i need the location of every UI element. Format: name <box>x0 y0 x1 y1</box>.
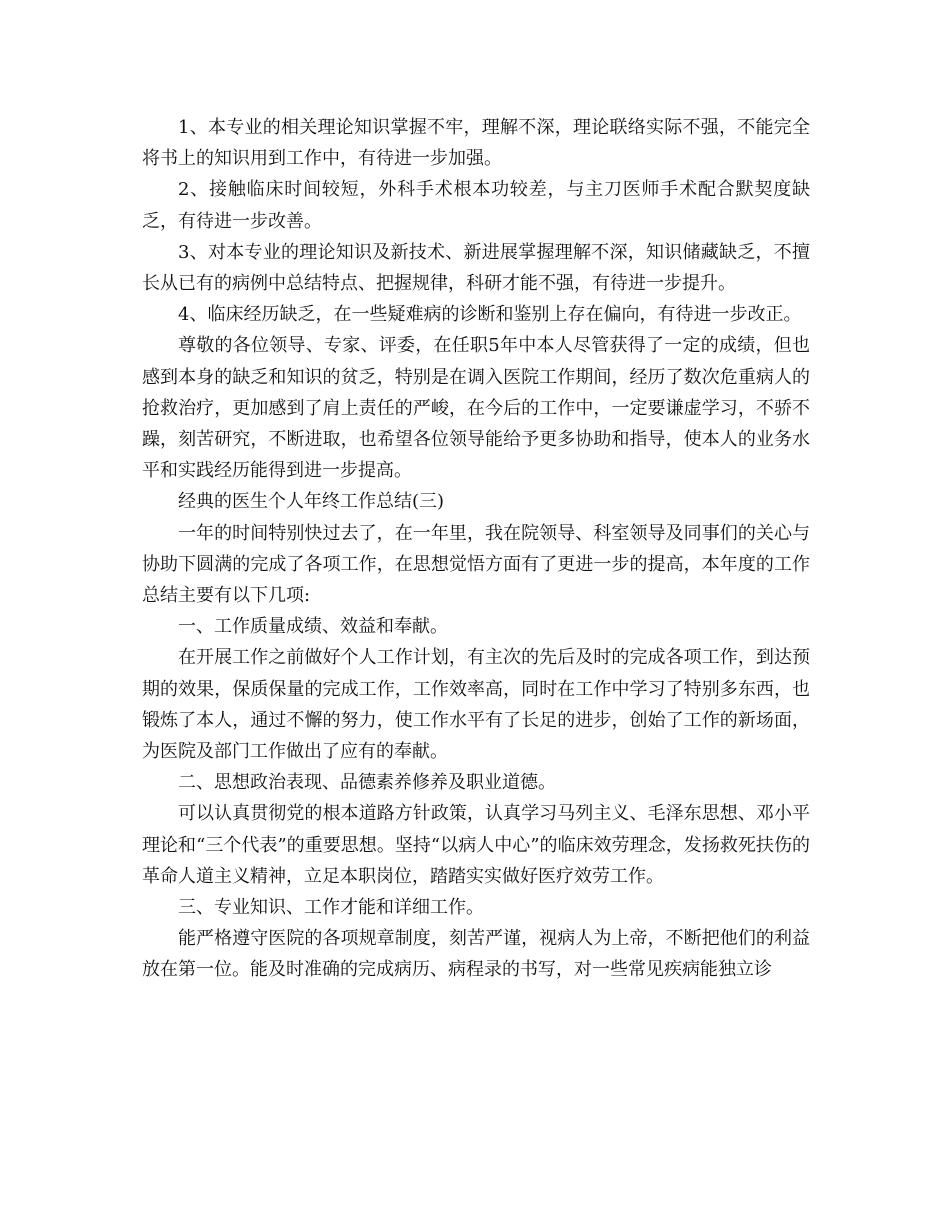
paragraph-professional-knowledge: 能严格遵守医院的各项规章制度，刻苦严谨，视病人为上帝，不断把他们的利益放在第一位。能及时准确的完成病历、病程录的书写，对一些常见疾病能独立诊 <box>142 928 810 981</box>
section-title: 经典的医生个人年终工作总结(三) <box>178 491 445 513</box>
paragraph-intro: 一年的时间特别快过去了，在一年里，我在院领导、科室领导及同事们的关心与协助下圆满的完成了各项工作，在思想觉悟方面有了更进一步的提高，本年度的工作总结主要有以下几项: <box>142 522 810 607</box>
heading-work-quality: 一、工作质量成绩、效益和奉献。 <box>178 616 448 638</box>
paragraph-closing: 尊敬的各位领导、专家、评委，在任职5年中本人尽管获得了一定的成绩，但也感到本身的缺乏和知识的贫乏，特别是在调入医院工作期间，经历了数次危重病人的抢救治疗，更加感到了肩上责任的严峻，在今后的工作中，一定要谦虚学习，不骄不躁，刻苦研究，不断进取，也希望各位领导能给予更多协助和指导，使本人的业务水平和实践经历能得到进一步提高。 <box>142 335 810 482</box>
paragraph-weakness-1: 1、本专业的相关理论知识掌握不牢，理解不深，理论联络实际不强，不能完全将书上的知识用到工作中，有待进一步加强。 <box>142 117 810 170</box>
paragraph-weakness-2: 2、接触临床时间较短，外科手术根本功较差，与主刀医师手术配合默契度缺乏，有待进一步改善。 <box>142 179 810 232</box>
paragraph-political-ethics: 可以认真贯彻党的根本道路方针政策，认真学习马列主义、毛泽东思想、邓小平理论和“三个代表”的重要思想。坚持“以病人中心”的临床效劳理念，发扬救死扶伤的革命人道主义精神，立足本职岗位，踏踏实实做好医疗效劳工作。 <box>142 803 810 887</box>
paragraph-work-quality: 在开展工作之前做好个人工作计划，有主次的先后及时的完成各项工作，到达预期的效果，保质保量的完成工作，工作效率高，同时在工作中学习了特别多东西，也锻炼了本人，通过不懈的努力，使工作水平有了长足的进步，创始了工作的新场面，为医院及部门工作做出了应有的奉献。 <box>142 647 810 763</box>
heading-political-ethics: 二、思想政治表现、品德素养修养及职业道德。 <box>178 772 556 794</box>
paragraph-weakness-4: 4、临床经历缺乏，在一些疑难病的诊断和鉴别上存在偏向，有待进一步改正。 <box>178 304 802 326</box>
paragraph-weakness-3: 3、对本专业的理论知识及新技术、新进展掌握理解不深，知识储藏缺乏，不擅长从已有的病例中总结特点、把握规律，科研才能不强，有待进一步提升。 <box>142 241 810 295</box>
heading-professional-knowledge: 三、专业知识、工作才能和详细工作。 <box>178 897 484 919</box>
